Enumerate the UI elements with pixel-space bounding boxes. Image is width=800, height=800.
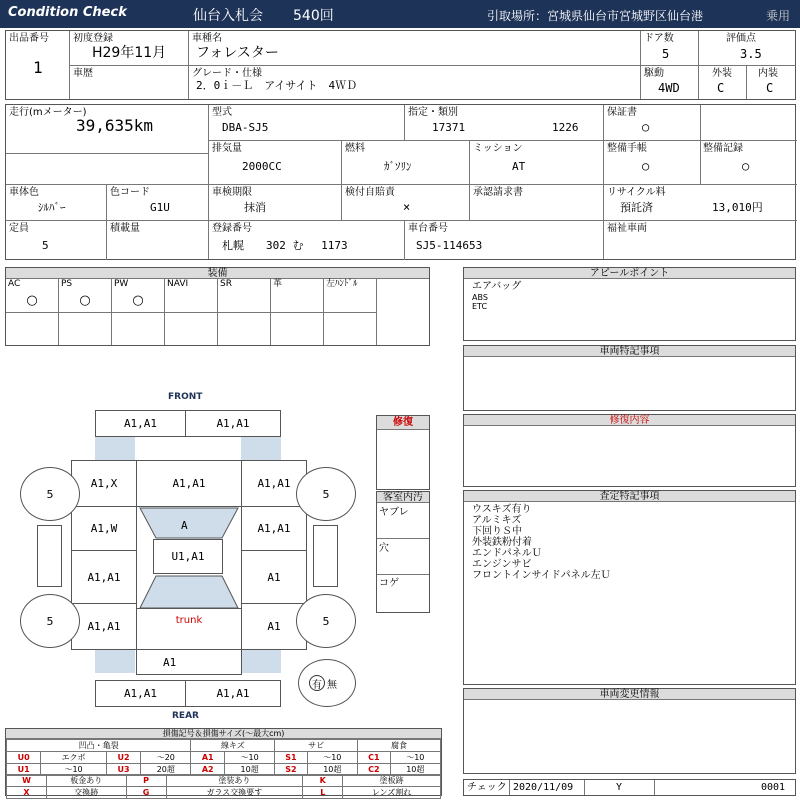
rear-window-shape	[136, 574, 242, 610]
side-skirt-left	[37, 525, 62, 587]
equipment-item	[112, 279, 165, 345]
type-label: 指定・類別	[408, 107, 458, 118]
repair-title: 修復	[377, 416, 429, 430]
rear-label: REAR	[172, 711, 199, 721]
type-a-value: 17371	[432, 121, 466, 134]
info-top	[5, 30, 796, 100]
score-label: 評価点	[726, 33, 756, 44]
check-date: 2020/11/09	[513, 782, 574, 793]
appeal-line-3: ETC	[472, 302, 488, 311]
inspector-note-line: ウスキズ有り	[472, 504, 532, 515]
equipment-item	[165, 279, 218, 345]
repair-content-panel	[463, 414, 796, 487]
equipment-title: 装備	[6, 268, 429, 279]
warranty-value: ○	[642, 120, 650, 134]
legend-code: U3	[106, 764, 140, 776]
legend-code: U0	[7, 752, 41, 764]
side-skirt-right	[313, 525, 338, 587]
header-auction-number: 540回	[293, 8, 334, 24]
first-reg-label: 初度登録	[73, 33, 113, 44]
color-code-value: G1U	[150, 201, 170, 214]
legend-code: X	[7, 787, 47, 799]
panel-front-bumper-right[interactable]: A1,A1	[185, 410, 281, 437]
appeal-line-1: エアバッグ	[472, 281, 522, 292]
equipment-value: ○	[26, 293, 38, 308]
equipment-item	[59, 279, 112, 345]
spare-no-label: 無	[327, 679, 337, 691]
doors-value: 5	[662, 47, 670, 61]
panel-rear-door-right[interactable]: A1	[241, 550, 307, 604]
dirt-tear-label: ヤブレ	[379, 507, 409, 518]
info-middle	[5, 104, 796, 260]
legend-desc: ガラス交換要す	[166, 787, 303, 799]
displacement-value: 2000CC	[242, 160, 282, 173]
legend-group: 凹凸・亀裂	[7, 740, 191, 752]
car-name-label: 車種名	[192, 33, 222, 44]
equipment-label: 革	[273, 279, 283, 289]
plate-label: 登録番号	[212, 223, 252, 234]
header-title: Condition Check	[8, 5, 127, 20]
change-info-title: 車両変更情報	[464, 689, 795, 700]
equipment-item	[271, 279, 324, 345]
check-row	[463, 779, 796, 796]
dirt-burn-label: コゲ	[379, 578, 399, 589]
repair-panel	[376, 415, 430, 490]
grade-value: 2．0ｉ－Ｌ アイサイト 4ＷＤ	[196, 79, 358, 92]
inspection-value: 抹消	[244, 201, 266, 214]
panel-rear-bumper-left[interactable]: A1,A1	[95, 680, 186, 707]
equipment-value	[324, 291, 376, 311]
trunk-label: trunk	[175, 615, 203, 626]
insurance-value: ×	[403, 200, 411, 214]
panel-front-door-right[interactable]: A1,A1	[241, 506, 307, 551]
exterior-label: 外装	[712, 68, 732, 79]
car-name-value: フォレスター	[196, 45, 279, 61]
panel-front-door-left[interactable]: A1,W	[71, 506, 137, 551]
panel-trunk[interactable]	[136, 608, 242, 650]
legend-code: G	[126, 787, 166, 799]
legend-desc: 10超	[224, 764, 274, 776]
legend-desc: レンズ割れ	[343, 787, 441, 799]
equipment-item	[6, 279, 59, 345]
equipment-label: PS	[61, 279, 73, 289]
appeal-panel	[463, 267, 796, 341]
interior-value: C	[766, 81, 774, 95]
displacement-label: 排気量	[212, 143, 242, 154]
panel-quarter-left[interactable]: A1,A1	[71, 603, 137, 650]
legend-group: サビ	[275, 740, 358, 752]
spare-tire[interactable]	[298, 659, 356, 707]
history-label: 車歴	[73, 68, 93, 79]
equipment-label: PW	[114, 279, 129, 289]
panel-quarter-right[interactable]: A1	[241, 603, 307, 650]
legend-desc: ～20	[141, 752, 191, 764]
legend-desc: 板金あり	[47, 775, 127, 787]
service-label: 整備記録	[703, 143, 743, 154]
inspector-note-line: フロントインサイドパネル左Ｕ	[472, 570, 611, 581]
legend-desc: 塗板跡	[343, 775, 441, 787]
fuel-label: 燃料	[345, 143, 365, 154]
equipment-item	[218, 279, 271, 345]
type-b-value: 1226	[552, 121, 579, 134]
equipment-label: SR	[220, 279, 232, 289]
legend-code: A1	[191, 752, 224, 764]
legend-group: 線キズ	[191, 740, 275, 752]
legend-desc: ～10	[390, 752, 440, 764]
special-notes-title: 車両特記事項	[464, 346, 795, 357]
first-reg-value: H29年11月	[92, 45, 167, 61]
approval-label: 承認請求書	[473, 187, 523, 198]
panel-rear-panel[interactable]: A1	[136, 649, 242, 675]
panel-rear-door-left[interactable]: A1,A1	[71, 550, 137, 604]
mission-value: AT	[512, 160, 526, 173]
service-value: ○	[742, 159, 750, 173]
inspector-notes-panel	[463, 490, 796, 685]
grade-label: グレード・仕様	[192, 68, 262, 79]
tire-rear-left[interactable]: 5	[20, 594, 80, 648]
warranty-label: 保証書	[607, 107, 637, 118]
drive-value: 4WD	[658, 81, 680, 95]
inspector-note-line: エンドパネルＵ	[472, 548, 542, 559]
legend-code: S1	[275, 752, 307, 764]
model-label: 型式	[212, 107, 232, 118]
lot-number: 1	[33, 58, 43, 77]
inspector-note-line: エンジンサビ	[472, 559, 532, 570]
color-label: 車体色	[9, 187, 39, 198]
legend-desc: 塗装あり	[166, 775, 303, 787]
front-label: FRONT	[168, 392, 203, 402]
equipment-value: ○	[79, 293, 91, 308]
mileage-value: 39,635km	[76, 116, 154, 135]
legend-desc: ～10	[307, 752, 357, 764]
recycle-label: リサイクル料	[607, 187, 666, 198]
legend-code: C1	[357, 752, 390, 764]
fuel-value: ｶﾞｿﾘﾝ	[384, 160, 412, 173]
recycle-status: 預託済	[620, 201, 653, 214]
exterior-value: C	[717, 81, 725, 95]
mission-label: ミッション	[473, 143, 523, 154]
chassis-label: 車台番号	[408, 223, 448, 234]
special-notes-panel	[463, 345, 796, 411]
insurance-label: 検付自賠責	[345, 187, 395, 198]
legend-code: K	[303, 775, 343, 787]
car-diagram	[0, 380, 440, 725]
header-category: 乗用	[766, 9, 791, 23]
panel-front-bumper-left[interactable]: A1,A1	[95, 410, 186, 437]
appeal-line-2: ABS	[472, 293, 488, 302]
header-pickup: 引取場所：宮城県仙台市宮城野区仙台港	[487, 9, 704, 23]
header-auction: 仙台入札会	[193, 8, 263, 24]
inspection-label: 車検期限	[212, 187, 252, 198]
legend-group: 腐食	[357, 740, 440, 752]
legend-title: 損傷記号＆損傷サイズ(～最大cm)	[6, 729, 441, 739]
appeal-title: アピールポイント	[464, 268, 795, 279]
panel-rear-bumper-right[interactable]: A1,A1	[185, 680, 281, 707]
legend-code: U2	[106, 752, 140, 764]
equipment-label: NAVI	[167, 279, 189, 289]
tire-rear-right[interactable]: 5	[296, 594, 356, 648]
equipment-value	[218, 291, 270, 311]
legend-panel	[5, 728, 442, 796]
change-info-panel	[463, 688, 796, 774]
interior-dirt-panel	[376, 491, 430, 613]
tire-front-right[interactable]: 5	[296, 467, 356, 521]
panel-hood[interactable]: A1,A1	[136, 460, 242, 507]
equipment-value	[271, 291, 323, 311]
legend-code: A2	[191, 764, 224, 776]
plate-value: 札幌 302 む 1173	[222, 239, 348, 252]
legend-desc: エクボ	[41, 752, 107, 764]
legend-desc: 交換跡	[47, 787, 127, 799]
legend-desc: ～10	[224, 752, 274, 764]
interior-label: 内装	[758, 68, 778, 79]
legend-code: L	[303, 787, 343, 799]
equipment-panel	[5, 267, 430, 346]
legend-code: S2	[275, 764, 307, 776]
capacity-label: 定員	[9, 223, 29, 234]
capacity-value: 5	[42, 239, 49, 252]
equipment-item	[324, 279, 377, 345]
panel-fender-left[interactable]: A1,X	[71, 460, 137, 507]
repair-content-title: 修復内容	[464, 415, 795, 426]
interior-dirt-title: 客室内汚	[377, 492, 429, 503]
legend-code: C2	[357, 764, 390, 776]
recycle-fee: 13,010円	[712, 201, 763, 214]
tire-front-left[interactable]: 5	[20, 467, 80, 521]
load-label: 積載量	[110, 223, 140, 234]
equipment-value: ○	[132, 293, 144, 308]
legend-code: W	[7, 775, 47, 787]
score-value: 3.5	[740, 47, 762, 61]
spare-yes-label: 有	[309, 675, 325, 691]
check-number: 0001	[761, 782, 786, 793]
manual-value: ○	[642, 159, 650, 173]
equipment-label: 左ﾊﾝﾄﾞﾙ	[326, 279, 358, 289]
color-code-label: 色コード	[110, 187, 150, 198]
legend-desc: 10超	[390, 764, 440, 776]
lot-label: 出品番号	[9, 33, 49, 44]
panel-windshield[interactable]: A	[181, 519, 188, 532]
drive-label: 駆動	[644, 68, 664, 79]
model-value: DBA-SJ5	[222, 121, 269, 134]
check-label: チェック	[467, 782, 507, 793]
legend-desc: ～10	[41, 764, 107, 776]
dirt-hole-label: 穴	[379, 543, 389, 554]
check-inspector: Y	[616, 782, 623, 793]
color-value: ｼﾙﾊﾞｰ	[38, 201, 66, 214]
panel-roof[interactable]: U1,A1	[153, 539, 223, 574]
inspector-note-line: アルミキズ	[472, 515, 522, 526]
doors-label: ドア数	[644, 33, 674, 44]
manual-label: 整備手帳	[607, 143, 647, 154]
legend-desc: 10超	[307, 764, 357, 776]
chassis-value: SJ5-114653	[416, 239, 483, 252]
equipment-label: AC	[8, 279, 21, 289]
inspector-note-line: 外装鉄粉付着	[472, 537, 532, 548]
equipment-value	[165, 291, 217, 311]
legend-code: U1	[7, 764, 41, 776]
legend-desc: 20超	[141, 764, 191, 776]
panel-fender-right[interactable]: A1,A1	[241, 460, 307, 507]
inspector-notes-title: 査定特記事項	[464, 491, 795, 502]
legend-code: P	[126, 775, 166, 787]
header-bar	[0, 0, 800, 28]
welfare-label: 福祉車両	[607, 223, 647, 234]
inspector-note-line: 下回りＳ中	[472, 526, 522, 537]
mileage-label: 走行(mメーター)	[9, 107, 87, 118]
